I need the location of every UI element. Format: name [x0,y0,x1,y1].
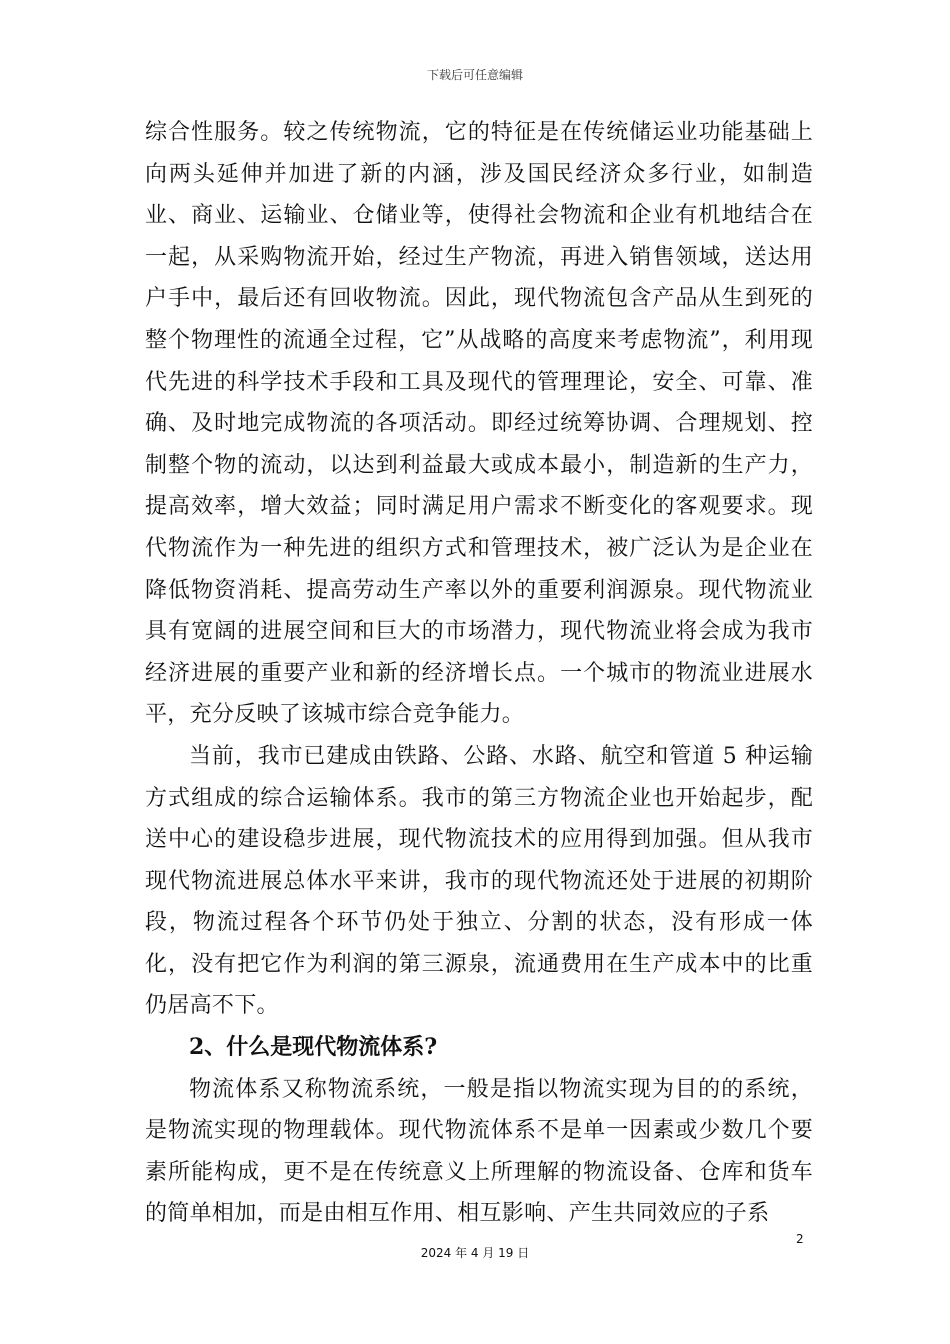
page-footer-date: 2024 年 4 月 19 日 [420,1246,530,1260]
section-heading: 2、什么是现代物流体系? [189,1034,438,1061]
body-paragraph-3: 物流体系又称物流系统，一般是指以物流实现为目的的系统，是物流实现的物理载体。现代物流体系不是单一因素或少数几个要素所能构成，更不是在传统意义上所理解的物流设备、仓库和货车的简单相加，而是由相互作用、相互影响、产生共同效应的子系 [145,1076,813,1227]
page-number: 2 [796,1232,804,1246]
body-paragraph-1: 综合性服务。较之传统物流，它的特征是在传统储运业功能基础上向两头延伸并加进了新的内涵，涉及国民经济众多行业，如制造业、商业、运输业、仓储业等，使得社会物流和企业有机地结合在一起，从采购物流开始，经过生产物流，再进入销售领域，送达用户手中，最后还有回收物流。因此，现代物流包含产品从生到死的整个物理性的流通全过程，它”从战略的高度来考虑物流”，利用现代先进的科学技术手段和工具及现代的管理理论，安全、可靠、准确、及时地完成物流的各项活动。即经过统筹协调、合理规划、控制整个物的流动，以达到利益最大或成本最小，制造新的生产力，提高效率，增大效益；同时满足用户需求不断变化的客观要求。现代物流作为一种先进的组织方式和管理技术，被广泛认为是企业在降低物资消耗、提高劳动生产率以外的重要利润源泉。现代物流业具有宽阔的进展空间和巨大的市场潜力，现代物流业将会成为我市经济进展的重要产业和新的经济增长点。一个城市的物流业进展水平，充分反映了该城市综合竞争能力。 [145,120,813,728]
document-body [145,112,813,1235]
body-paragraph-2: 当前，我市已建成由铁路、公路、水路、航空和管道 5 种运输方式组成的综合运输体系。我市的第三方物流企业也开始起步，配送中心的建设稳步进展，现代物流技术的应用得到加强。但从我市现代物流进展总体水平来讲，我市的现代物流还处于进展的初期阶段，物流过程各个环节仍处于独立、分割的状态，没有形成一体化，没有把它作为利润的第三源泉，流通费用在生产成本中的比重仍居高不下。 [145,743,813,1019]
page-header: 下载后可任意编辑 [426,68,523,82]
